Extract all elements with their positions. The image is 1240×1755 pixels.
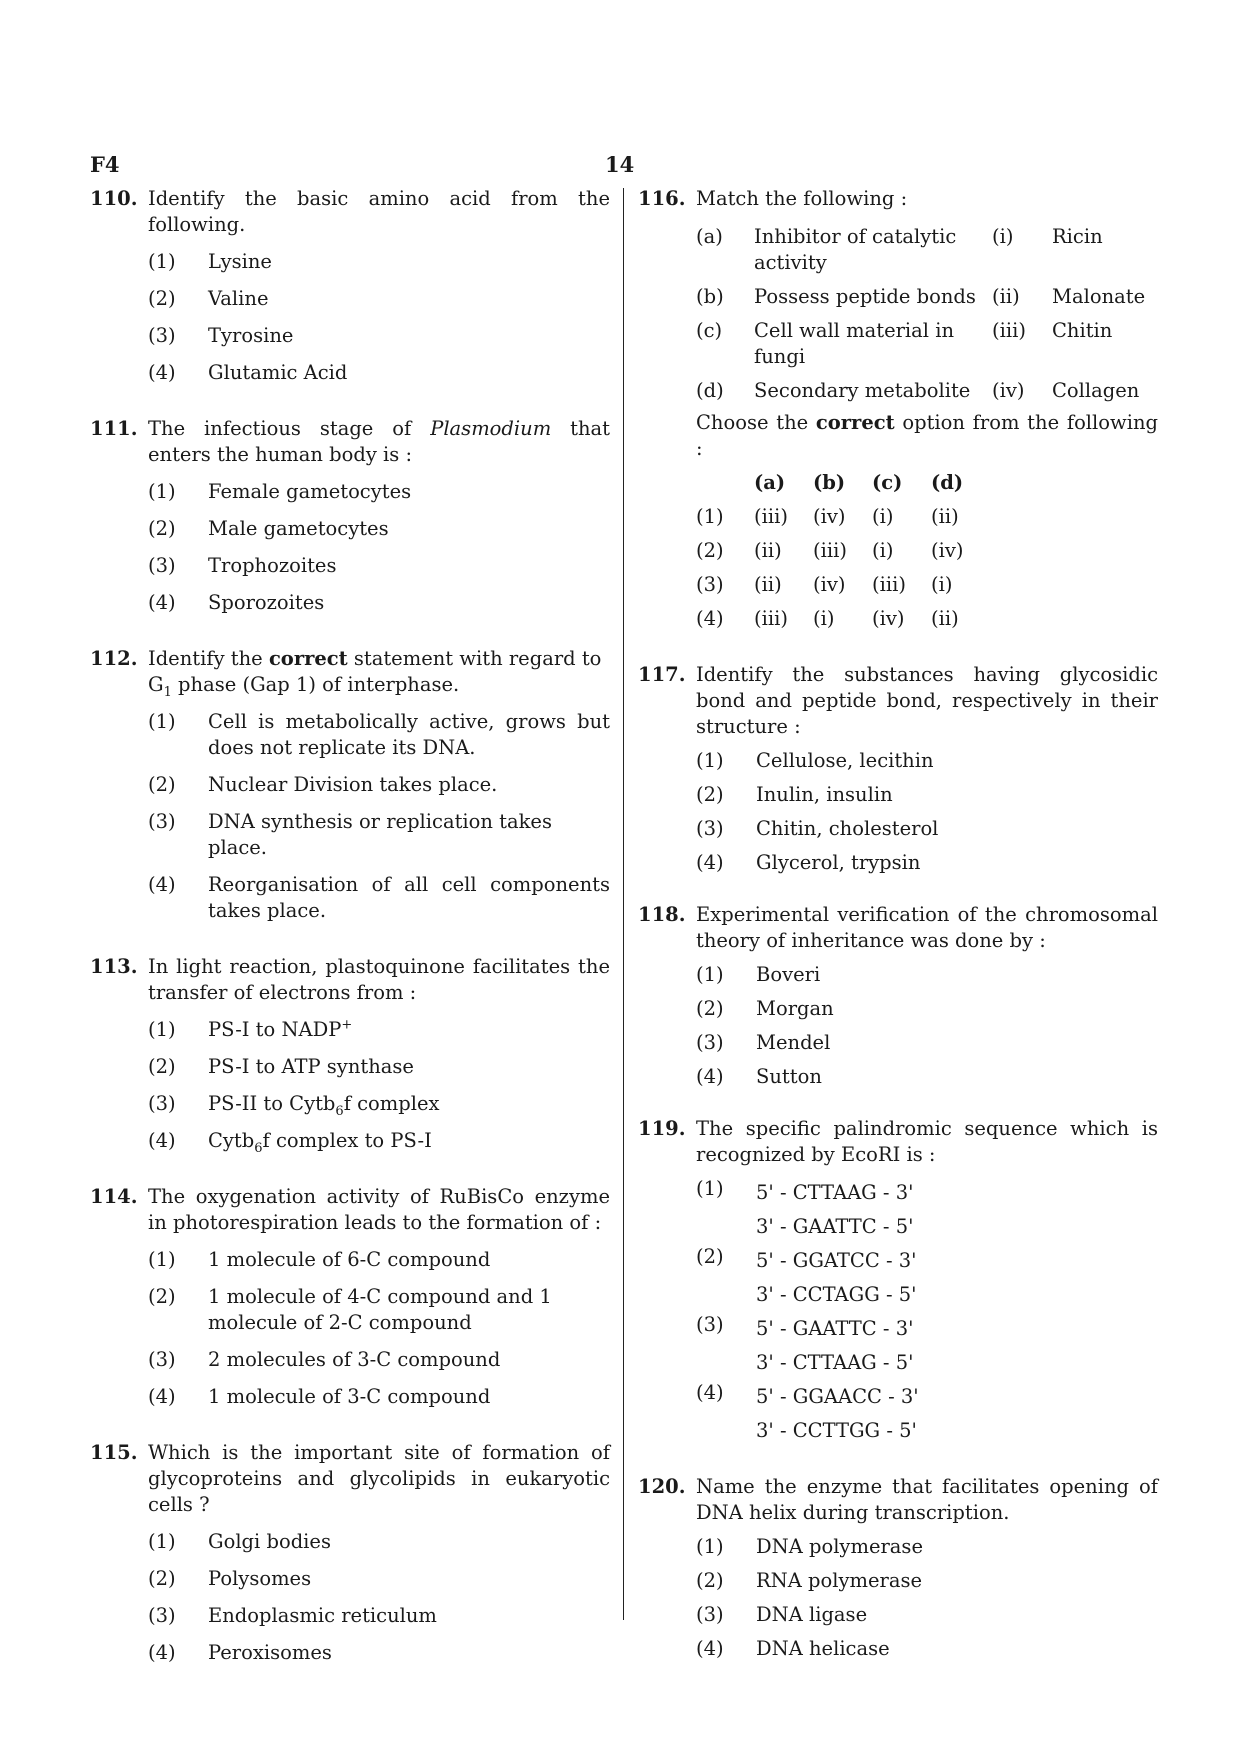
option-number: (2): [696, 539, 724, 562]
option-text: Nuclear Division takes place.: [208, 773, 498, 796]
option-number: (1): [696, 1535, 724, 1558]
paper-code: F4: [90, 152, 120, 177]
question-number: 111.: [90, 417, 138, 440]
option-number: (4): [696, 1065, 724, 1088]
option-text: PS-I to ATP synthase: [208, 1055, 414, 1078]
instruction-part: Choose the: [696, 411, 816, 434]
option-text: 1 molecule of 6-C compound: [208, 1248, 491, 1271]
column-heading: (c): [872, 471, 903, 494]
match-item: Collagen: [1052, 379, 1140, 402]
option-text: [208, 1091, 610, 1117]
option-text: Endoplasmic reticulum: [208, 1604, 437, 1627]
option-number: (1): [148, 1530, 176, 1553]
question-number: 110.: [90, 187, 138, 210]
option-text: DNA synthesis or replication takes place.: [208, 810, 552, 859]
match-table: [696, 220, 1145, 408]
option-number: (3): [148, 324, 176, 347]
option: [696, 1064, 1158, 1090]
option: [696, 782, 1158, 808]
option-number: (4): [148, 591, 176, 614]
option-text-part: Cytb: [208, 1129, 255, 1152]
options: [696, 1176, 1158, 1448]
question-number: 120.: [638, 1475, 686, 1498]
option-number: (1): [696, 505, 724, 528]
question-114: [90, 1184, 610, 1410]
options: [148, 249, 610, 386]
option-number: (4): [148, 361, 176, 384]
answer-option-row: [696, 602, 990, 636]
option-number: (2): [696, 1245, 724, 1268]
option: [696, 996, 1158, 1022]
option: [148, 1566, 610, 1592]
bold-term: correct: [815, 411, 895, 434]
option: [148, 516, 610, 542]
question-text: Which is the important site of formation of glycoproteins and glycolipids in eukaryotic cells ?: [148, 1441, 610, 1516]
option: [696, 1244, 1158, 1312]
option-number: (3): [696, 573, 724, 596]
option-text: DNA polymerase: [756, 1535, 923, 1558]
page-number: 14: [605, 152, 635, 177]
question-120: [638, 1474, 1158, 1662]
question-number: 112.: [90, 647, 138, 670]
option-number: (2): [148, 1285, 176, 1308]
option-number: (2): [148, 1055, 176, 1078]
option-text-part: PS-I to NADP: [208, 1018, 342, 1041]
question-text-part: phase (Gap 1) of interphase.: [171, 673, 460, 696]
option: [696, 1312, 1158, 1380]
option-text: [208, 1017, 610, 1043]
question-118: [638, 902, 1158, 1090]
option: [148, 1054, 610, 1080]
sequence-line: 5' - GAATTC - 3': [756, 1317, 914, 1340]
bold-term: correct: [268, 647, 348, 670]
answer-option-row: [696, 500, 990, 534]
options: [148, 709, 610, 924]
sequence-line: 5' - GGATCC - 3': [756, 1249, 917, 1272]
answer-cell: (iii): [754, 505, 788, 528]
option-number: (4): [148, 873, 176, 896]
option-number: (3): [148, 810, 176, 833]
option-number: (4): [696, 851, 724, 874]
option-text: Female gametocytes: [208, 480, 412, 503]
question-112: [90, 646, 610, 924]
option: [148, 479, 610, 505]
option-number: (1): [696, 749, 724, 772]
match-label: (i): [992, 225, 1014, 248]
option-text: Polysomes: [208, 1567, 312, 1590]
option: [148, 1347, 610, 1373]
option-number: (1): [148, 480, 176, 503]
match-item: Possess peptide bonds: [754, 285, 976, 308]
option: [696, 1534, 1158, 1560]
match-item: Secondary metabolite: [754, 379, 971, 402]
option-number: (3): [696, 1031, 724, 1054]
sequence-line: 3' - GAATTC - 5': [756, 1215, 914, 1238]
option-text: Morgan: [756, 997, 834, 1020]
column-heading: (d): [931, 471, 964, 494]
question-text: Identify the substances having glycosidic bond and peptide bond, respectively in their structure :: [696, 663, 1158, 738]
right-column: [638, 186, 1158, 1662]
option: [148, 809, 610, 861]
option-text: Boveri: [756, 963, 821, 986]
option-text: [208, 1128, 610, 1154]
option-text: [756, 1176, 1158, 1244]
option-number: (3): [148, 1092, 176, 1115]
option-text-part: f complex: [343, 1092, 440, 1115]
option-number: (2): [148, 287, 176, 310]
question-number: 119.: [638, 1117, 686, 1140]
option-number: (3): [696, 1603, 724, 1626]
question-117: [638, 662, 1158, 876]
question-text-part: Identify the: [148, 647, 269, 670]
question-text: The oxygenation activity of RuBisCo enzyme in photorespiration leads to the formation of :: [148, 1185, 610, 1234]
answer-cell: (iii): [813, 539, 847, 562]
question-text: [148, 416, 610, 468]
option: [696, 1636, 1158, 1662]
option-text: [756, 1380, 1158, 1448]
answer-header-row: [696, 466, 990, 500]
match-row: [696, 314, 1145, 374]
option-number: (3): [696, 1313, 724, 1336]
option-text: Tyrosine: [208, 324, 294, 347]
question-text: [148, 646, 610, 698]
match-label: (a): [696, 225, 723, 248]
column-divider: [623, 188, 624, 1620]
option-number: (3): [148, 1604, 176, 1627]
option-text: DNA helicase: [756, 1637, 890, 1660]
answer-cell: (iv): [931, 539, 964, 562]
answer-cell: (ii): [754, 573, 782, 596]
option-number: (2): [148, 773, 176, 796]
option-text: Chitin, cholesterol: [756, 817, 939, 840]
option-number: (2): [696, 1569, 724, 1592]
answer-cell: (iii): [754, 607, 788, 630]
subscript: 6: [254, 1140, 263, 1156]
match-item: Malonate: [1052, 285, 1146, 308]
question-number: 117.: [638, 663, 686, 686]
option: [148, 1247, 610, 1273]
option-text: Sporozoites: [208, 591, 325, 614]
option-number: (1): [148, 710, 176, 733]
option-text: Golgi bodies: [208, 1530, 331, 1553]
match-item: Chitin: [1052, 319, 1113, 342]
question-number: 113.: [90, 955, 138, 978]
italic-term: Plasmodium: [430, 417, 552, 440]
options: [148, 1529, 610, 1666]
match-row: [696, 220, 1145, 280]
match-label: (c): [696, 319, 723, 342]
option: [148, 360, 610, 386]
option-text-part: PS-II to Cytb: [208, 1092, 336, 1115]
question-text: Identify the basic amino acid from the following.: [148, 187, 610, 236]
question-number: 115.: [90, 1441, 138, 1464]
option: [696, 748, 1158, 774]
option-text: Reorganisation of all cell components takes place.: [208, 873, 610, 922]
left-column: [90, 186, 610, 1666]
option-text: 1 molecule of 4-C compound and 1 molecule of 2-C compound: [208, 1285, 552, 1334]
option: [148, 323, 610, 349]
sequence-line: 3' - CCTAGG - 5': [756, 1283, 917, 1306]
sequence-line: 3' - CCTTGG - 5': [756, 1419, 917, 1442]
option-text: Sutton: [756, 1065, 822, 1088]
match-row: [696, 280, 1145, 314]
option: [148, 709, 610, 761]
question-text-part: statement with regard to: [347, 647, 602, 670]
match-item: Cell wall material in fungi: [754, 319, 955, 368]
option: [696, 816, 1158, 842]
question-116: [638, 186, 1158, 636]
option-text: Valine: [208, 287, 269, 310]
options: [696, 962, 1158, 1090]
option-text: Glutamic Acid: [208, 361, 348, 384]
option: [148, 1284, 610, 1336]
phase-subscript: 1: [163, 684, 172, 700]
answer-cell: (iv): [813, 505, 846, 528]
option-text: Lysine: [208, 250, 272, 273]
option-text: Glycerol, trypsin: [756, 851, 921, 874]
question-text: Experimental verification of the chromosomal theory of inheritance was done by :: [696, 903, 1158, 952]
option: [696, 962, 1158, 988]
answer-cell: (i): [813, 607, 835, 630]
option-number: (4): [696, 1381, 724, 1404]
option-text: Cellulose, lecithin: [756, 749, 934, 772]
option-text: [756, 1244, 1158, 1312]
match-label: (b): [696, 285, 724, 308]
option: [148, 1640, 610, 1666]
answer-cell: (ii): [931, 607, 959, 630]
answer-cell: (ii): [931, 505, 959, 528]
question-number: 114.: [90, 1185, 138, 1208]
option-number: (3): [148, 1348, 176, 1371]
option: [148, 1091, 610, 1117]
option: [148, 872, 610, 924]
option-number: (4): [696, 607, 724, 630]
question-number: 116.: [638, 187, 686, 210]
question-text-part: that enters the human body is :: [148, 417, 611, 466]
option: [148, 1529, 610, 1555]
option: [148, 1384, 610, 1410]
option-number: (1): [148, 1248, 176, 1271]
column-heading: (a): [754, 471, 786, 494]
options: [148, 1247, 610, 1410]
match-label: (iv): [992, 379, 1025, 402]
option: [148, 772, 610, 798]
option-number: (4): [148, 1641, 176, 1664]
question-115: [90, 1440, 610, 1666]
subscript: 6: [335, 1103, 344, 1119]
option-number: (3): [696, 817, 724, 840]
match-label: (ii): [992, 285, 1020, 308]
question-text: In light reaction, plastoquinone facilitates the transfer of electrons from :: [148, 955, 610, 1004]
option-number: (1): [696, 963, 724, 986]
option-number: (4): [148, 1129, 176, 1152]
answer-cell: (iv): [872, 607, 905, 630]
option-number: (2): [696, 997, 724, 1020]
option: [696, 1602, 1158, 1628]
option: [696, 850, 1158, 876]
option: [696, 1176, 1158, 1244]
answer-cell: (i): [872, 505, 894, 528]
option: [148, 553, 610, 579]
option: [148, 1603, 610, 1629]
match-item: Ricin: [1052, 225, 1103, 248]
option-number: (1): [148, 250, 176, 273]
option-text-part: f complex to PS-I: [262, 1129, 432, 1152]
option-text: Trophozoites: [208, 554, 337, 577]
choose-instruction: [696, 410, 1158, 462]
option-text: Male gametocytes: [208, 517, 389, 540]
question-text-part: The infectious stage of: [148, 417, 431, 440]
option-text: 2 molecules of 3-C compound: [208, 1348, 501, 1371]
match-label: (d): [696, 379, 724, 402]
match-item: Inhibitor of catalytic activity: [754, 225, 957, 274]
answer-cell: (iii): [872, 573, 906, 596]
option-number: (3): [148, 554, 176, 577]
option-number: (2): [148, 1567, 176, 1590]
answer-cell: (ii): [754, 539, 782, 562]
option-number: (4): [696, 1637, 724, 1660]
question-113: [90, 954, 610, 1154]
option: [148, 249, 610, 275]
option: [696, 1030, 1158, 1056]
option-text: [756, 1312, 1158, 1380]
question-text: Match the following :: [696, 187, 908, 210]
option-number: (2): [696, 783, 724, 806]
answer-cell: (iv): [813, 573, 846, 596]
match-row: [696, 374, 1145, 408]
option-text: RNA polymerase: [756, 1569, 923, 1592]
match-label: (iii): [992, 319, 1026, 342]
option: [148, 286, 610, 312]
sequence-line: 3' - CTTAAG - 5': [756, 1351, 914, 1374]
question-text: Name the enzyme that facilitates opening of DNA helix during transcription.: [696, 1475, 1158, 1524]
answer-option-row: [696, 534, 990, 568]
options: [148, 479, 610, 616]
question-111: [90, 416, 610, 616]
column-heading: (b): [813, 471, 846, 494]
option: [696, 1568, 1158, 1594]
option-text: Peroxisomes: [208, 1641, 332, 1664]
sequence-line: 5' - GGAACC - 3': [756, 1385, 919, 1408]
option-text: Inulin, insulin: [756, 783, 893, 806]
option: [148, 590, 610, 616]
phase-symbol: G: [148, 673, 164, 696]
option-text: Cell is metabolically active, grows but does not replicate its DNA.: [208, 710, 610, 759]
option-text: Mendel: [756, 1031, 831, 1054]
option-text: DNA ligase: [756, 1603, 868, 1626]
option: [696, 1380, 1158, 1448]
option-number: (2): [148, 517, 176, 540]
question-text: The specific palindromic sequence which is recognized by EcoRI is :: [696, 1117, 1158, 1166]
question-number: 118.: [638, 903, 686, 926]
superscript: +: [341, 1017, 353, 1033]
question-119: [638, 1116, 1158, 1448]
answer-option-row: [696, 568, 990, 602]
answer-cell: (i): [872, 539, 894, 562]
answer-options-table: [696, 466, 990, 636]
options: [696, 1534, 1158, 1662]
question-110: [90, 186, 610, 386]
option: [148, 1128, 610, 1154]
option-number: (1): [148, 1018, 176, 1041]
option-text: 1 molecule of 3-C compound: [208, 1385, 491, 1408]
instruction-part: option from the following :: [696, 411, 1158, 460]
sequence-line: 5' - CTTAAG - 3': [756, 1181, 914, 1204]
options: [148, 1017, 610, 1154]
option-number: (4): [148, 1385, 176, 1408]
options: [696, 748, 1158, 876]
option-number: (1): [696, 1177, 724, 1200]
answer-cell: (i): [931, 573, 953, 596]
option: [148, 1017, 610, 1043]
